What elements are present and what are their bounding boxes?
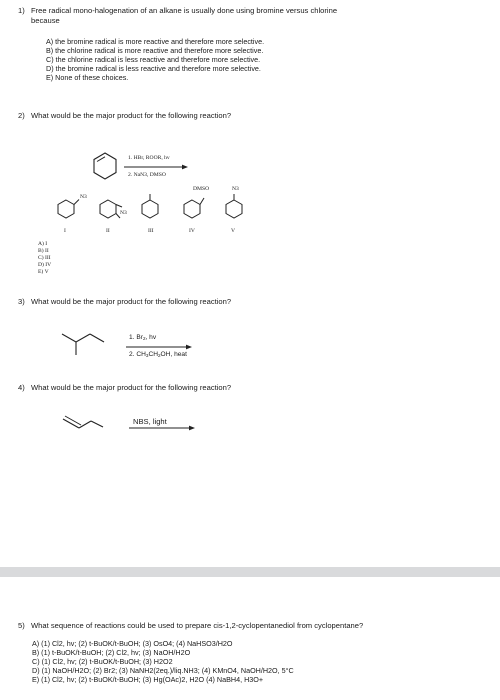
- q2-condition-2: 2. NaN3, DMSO: [128, 172, 166, 178]
- q2-number: 2): [18, 111, 25, 120]
- q2-label-iv: IV: [189, 228, 195, 234]
- q5-number: 5): [18, 621, 25, 630]
- q2-label-v: V: [231, 228, 236, 234]
- q5-option-d: D) (1) NaOH/H2O; (2) Br2; (3) NaNH2(2eq.)/liq.NH3; (4) KMnO4, NaOH/H2O, 5°C: [32, 666, 294, 675]
- q3-condition-2: 2. $CH_3CH_2OH$, heat: [129, 351, 187, 359]
- q2-azide-label-ii: N3: [120, 210, 127, 216]
- q5-option-a: A) (1) Cl2, hv; (2) t-BuOK/t-BuOH; (3) OsO4; (4) NaHSO3/H2O: [32, 639, 233, 648]
- q3-question: What would be the major product for the following reaction?: [31, 297, 232, 306]
- q2-label-i: I: [64, 228, 66, 234]
- q4-reagent: NBS, light: [133, 417, 167, 426]
- q2-azide-label-i: N3: [80, 194, 87, 200]
- q1-option-e: E) None of these choices.: [46, 73, 129, 82]
- q1-question-line2: because: [31, 16, 60, 25]
- q4-number: 4): [18, 383, 25, 392]
- q1-option-c: C) the chlorine radical is less reactive and therefore more selective.: [46, 55, 261, 64]
- q1-question-line1: Free radical mono-halogenation of an alkane is usually done using bromine versus chlorine: [31, 6, 338, 15]
- q3-condition-1: 1. $Br_2$, hv: [129, 334, 157, 342]
- q2-azide-label-v: N3: [232, 186, 239, 192]
- q4-reaction-arrow: [129, 425, 195, 431]
- q1-option-d: D) the bromine radical is less reactive and therefore more selective.: [46, 64, 261, 73]
- q2-option-b: B) II: [38, 248, 49, 254]
- q2-condition-1: 1. HBr, ROOR, hv: [128, 155, 170, 161]
- q2-question: What would be the major product for the following reaction?: [31, 111, 232, 120]
- q1-option-b: B) the chlorine radical is more reactive and therefore more selective.: [46, 46, 264, 55]
- q5-option-b: B) (1) t-BuOK/t-BuOH; (2) Cl2, hv; (3) NaOH/H2O: [32, 648, 191, 657]
- q1-option-a: A) the bromine radical is more reactive and therefore more selective.: [46, 37, 265, 46]
- q5-option-c: C) (1) Cl2, hv; (2) t-BuOK/t-BuOH; (3) H2O2: [32, 657, 173, 666]
- q2-label-iii: III: [148, 228, 154, 234]
- q2-option-e: E) V: [38, 269, 49, 275]
- q3-number: 3): [18, 297, 25, 306]
- q2-option-d: D) IV: [38, 262, 52, 268]
- q5-option-e: E) (1) Cl2, hv; (2) t-BuOK/t-BuOH; (3) Hg(OAc)2, H2O (4) NaBH4, H3O+: [32, 675, 264, 684]
- q2-cyclohexene-structure: [90, 151, 120, 181]
- page-divider: [0, 567, 500, 577]
- q2-reaction-arrow: [124, 164, 188, 170]
- q1-number: 1): [18, 6, 25, 15]
- q5-question: What sequence of reactions could be used to prepare cis-1,2-cyclopentanediol from cyclopentane?: [31, 621, 364, 630]
- q4-question: What would be the major product for the following reaction?: [31, 383, 232, 392]
- q2-dmso-label: DMSO: [193, 186, 210, 192]
- q4-alkene-structure: [63, 416, 105, 432]
- q2-option-a: A) I: [38, 241, 48, 247]
- q2-label-ii: II: [106, 228, 110, 234]
- q3-isobutane-structure: [62, 330, 118, 356]
- q2-option-c: C) III: [38, 255, 51, 261]
